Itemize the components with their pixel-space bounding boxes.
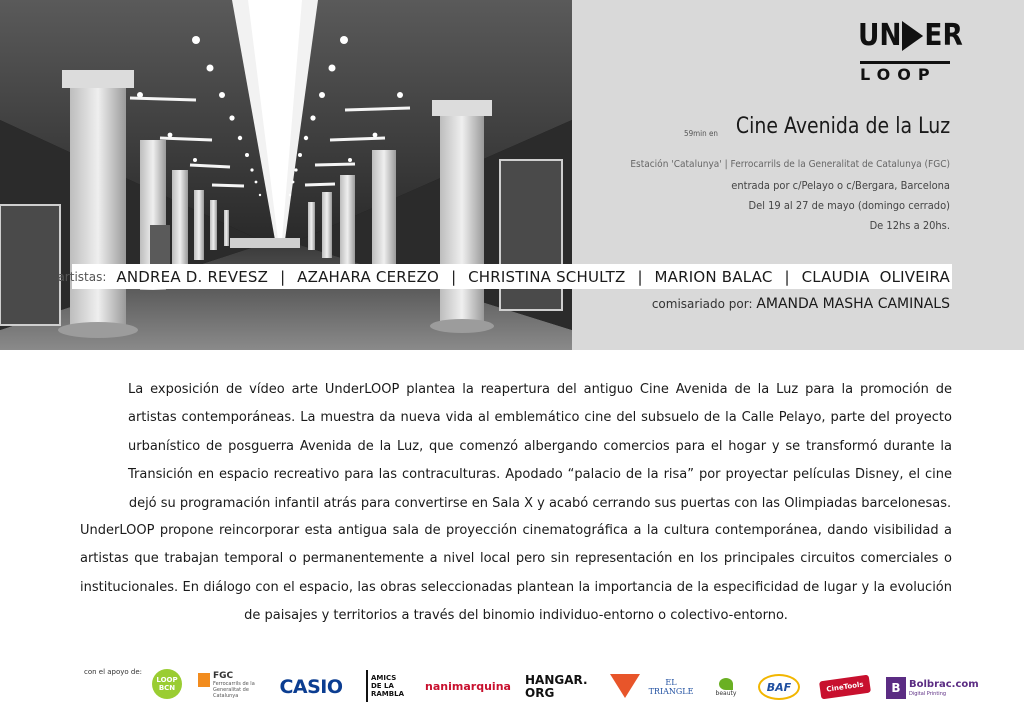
dates-line: Del 19 al 27 de mayo (domingo cerrado) bbox=[748, 199, 950, 212]
leaf-icon bbox=[719, 678, 733, 690]
casio-logo: CASIO bbox=[279, 676, 343, 698]
curator-label: comisariado por: bbox=[651, 297, 753, 311]
cinema-hallway-photo bbox=[0, 0, 572, 350]
cinetools-logo: CineTools bbox=[819, 675, 871, 700]
loop-bcn-logo bbox=[152, 669, 182, 699]
artist-separator: | bbox=[637, 267, 643, 286]
amics-rambla-logo: AMICS DE LA RAMBLA bbox=[366, 670, 404, 702]
play-triangle-icon bbox=[902, 21, 923, 51]
cinema-hallway-image bbox=[0, 0, 572, 350]
bolbrac-logo bbox=[886, 674, 986, 702]
triangle-mark-icon bbox=[610, 674, 640, 700]
artists-bar bbox=[57, 264, 952, 289]
artist-separator: | bbox=[280, 267, 286, 286]
bolbrac-subtext: Digital Printing bbox=[909, 691, 947, 697]
artist-separator: | bbox=[784, 267, 790, 286]
beauty-logo bbox=[712, 672, 740, 702]
fgc-logo bbox=[198, 671, 260, 703]
entrance-line: entrada por c/Pelayo o c/Bergara, Barcelona bbox=[731, 179, 950, 192]
logo-subtext: LOOP bbox=[860, 65, 937, 84]
artists-label: artistas: bbox=[57, 269, 107, 284]
logo-text-right: ER bbox=[924, 18, 963, 53]
nanimarquina-logo: nanimarquina bbox=[425, 679, 511, 693]
bolbrac-mark-icon: B bbox=[886, 677, 906, 699]
curator-name: AMANDA MASHA CAMINALS bbox=[756, 296, 950, 312]
logo-wordmark bbox=[858, 16, 963, 56]
artist-name: CLAUDIA OLIVEIRA bbox=[801, 267, 950, 286]
duration-label: 59min en bbox=[683, 129, 718, 138]
support-label: con el apoyo de: bbox=[84, 668, 143, 676]
artist-name: AZAHARA CEREZO bbox=[297, 267, 440, 286]
header-banner bbox=[0, 0, 1024, 350]
triangle-mark-icon-shape bbox=[610, 674, 640, 700]
loop-bcn-text: LOOP BCN bbox=[156, 676, 178, 692]
eltriangle-logo: EL TRIANGLE bbox=[648, 678, 694, 696]
description-paragraph-1: La exposición de vídeo arte UnderLOOP plantea la reapertura del antiguo Cine Avenida de la Luz para la promoción de artistas contemporáneas. La muestra da nueva vida al emblemático cine del subsuelo de la Calle Pelayo, parte del proyecto urbanístico de posguerra Avenida de la Luz, que comenzó albergando comercios para el hogar y se transformó durante la Transición en espacio recreativo para las contraculturas. Apodado “palacio de la risa” por proyectar películas Disney, el cine dejó su programación infantil atrás para convertirse en Sala X y acabó cerrando sus puertas con las Olimpiadas barcelonesas. bbox=[128, 382, 952, 511]
baf-logo: BAF bbox=[758, 674, 800, 700]
beauty-text: beauty bbox=[715, 689, 737, 697]
logo-divider bbox=[860, 61, 950, 64]
fgc-mark-icon bbox=[198, 673, 210, 687]
underloop-logo bbox=[858, 16, 963, 86]
logo-text-left: UN bbox=[858, 18, 902, 53]
fgc-text: FGC bbox=[213, 671, 234, 681]
artist-name: CHRISTINA SCHULTZ bbox=[468, 267, 626, 286]
venue-title: Cine Avenida de la Luz bbox=[735, 114, 950, 139]
artist-name: ANDREA D. REVESZ bbox=[116, 267, 269, 286]
fgc-subtext: Ferrocarrils de la Generalitat de Catalunya bbox=[213, 681, 255, 699]
curator-line bbox=[652, 296, 950, 312]
description-paragraph-2: UnderLOOP propone reincorporar esta antigua sala de proyección cinematográfica a la cultura contemporánea, dando visibilidad a artistas que trabajan temporal o permanentemente a nivel local pero sin representación en los principales circuitos comerciales o institucionales. En diálogo con el espacio, las obras seleccionadas plantean la importancia de la especificidad de lugar y la evolución de paisajes y territorios a través del binomio individuo-entorno o colectivo-entorno. bbox=[80, 523, 952, 624]
bolbrac-text: Bolbrac.com bbox=[909, 679, 979, 690]
station-line: Estación 'Catalunya' | Ferrocarrils de la Generalitat de Catalunya (FGC) bbox=[630, 159, 950, 170]
artist-separator: | bbox=[451, 267, 457, 286]
artist-name: MARION BALAC bbox=[654, 267, 773, 286]
hangar-logo: HANGAR. ORG bbox=[525, 673, 588, 700]
hours-line: De 12hs a 20hs. bbox=[869, 219, 950, 232]
